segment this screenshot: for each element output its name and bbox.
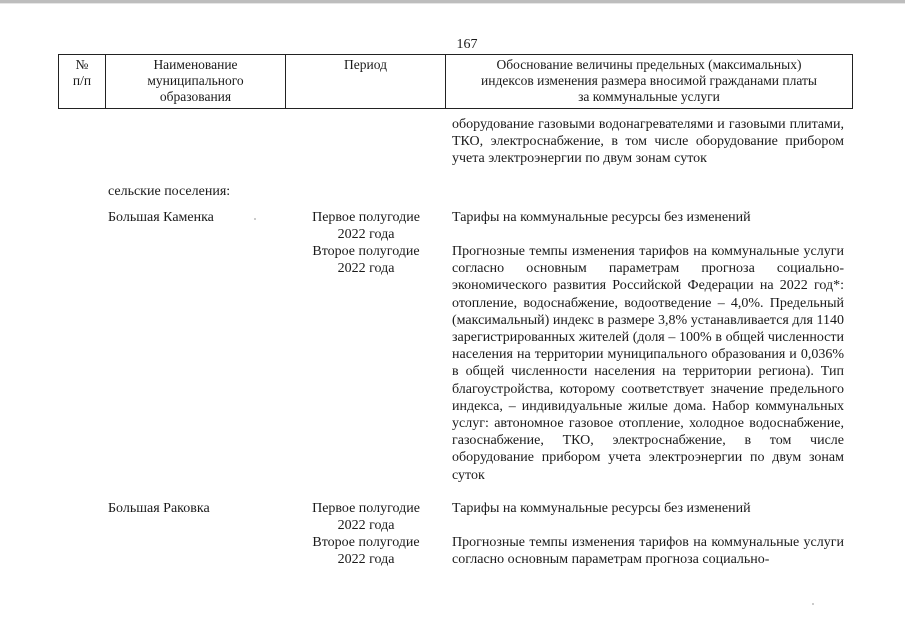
basis-text-first-half: Тарифы на коммунальные ресурсы без изменений bbox=[452, 210, 751, 225]
scan-speck bbox=[812, 603, 814, 605]
municipality-name: Большая Раковка bbox=[108, 501, 210, 516]
header-number-cell bbox=[59, 55, 106, 109]
basis-text-first-half: Тарифы на коммунальные ресурсы без изменений bbox=[452, 501, 751, 516]
period-second-half: Второе полугодие 2022 года bbox=[312, 244, 420, 277]
header-basis-cell bbox=[446, 55, 853, 109]
header-period-cell bbox=[286, 55, 446, 109]
basis-text-second-half: Прогнозные темпы изменения тарифов на коммунальные услуги согласно основным параметрам прогноза социально- bbox=[452, 535, 844, 568]
section-label: сельские поселения: bbox=[108, 184, 231, 199]
page-number: 167 bbox=[456, 37, 478, 52]
header-name-cell bbox=[106, 55, 286, 109]
period-second-half: Второе полугодие 2022 года bbox=[312, 535, 420, 568]
scan-speck bbox=[254, 218, 256, 220]
basis-text-second-half: Прогнозные темпы изменения тарифов на коммунальные услуги согласно основным параметрам прогноза социально-экономического развития Российской Федерации на 2022 год*: отопление, водоснабжение, водоотведение – 4,0%. Предельный (максимальный) индекс в размере 3,8% устанавливается для 1140 зарегистрированных жителей (доля – 100% в общей численности населения на территории муниципального образования и 0,036% в общей численности населения на территории региона). Тип благоустройства, которому соответствует значение предельного индекса, – индивидуальные жилые дома. Набор коммунальных услуг: автономное газовое отопление, холодное водоснабжение, газоснабжение, ТКО, электроснабжение, в том числе оборудование прибором учета электроэнергии по двум зонам суток bbox=[452, 244, 844, 483]
period-first-half: Первое полугодие 2022 года bbox=[312, 210, 420, 243]
period-first-half: Первое полугодие 2022 года bbox=[312, 501, 420, 534]
header-name-label: Наименование муниципального образования bbox=[147, 57, 244, 104]
header-period-label: Период bbox=[344, 57, 387, 72]
continuation-text: оборудование газовыми водонагревателями и газовыми плитами, ТКО, электроснабжение, в том числе оборудование прибором учета электроэнергии по двум зонам суток bbox=[452, 117, 844, 167]
header-number-label: № п/п bbox=[72, 57, 92, 88]
municipality-name: Большая Каменка bbox=[108, 210, 214, 225]
table-header-row bbox=[59, 55, 853, 109]
scan-top-edge-shadow bbox=[0, 3, 905, 4]
header-basis-label: Обоснование величины предельных (максимальных) индексов изменения размера вносимой гражданами платы за коммунальные услуги bbox=[481, 57, 817, 104]
table-header bbox=[58, 54, 853, 109]
